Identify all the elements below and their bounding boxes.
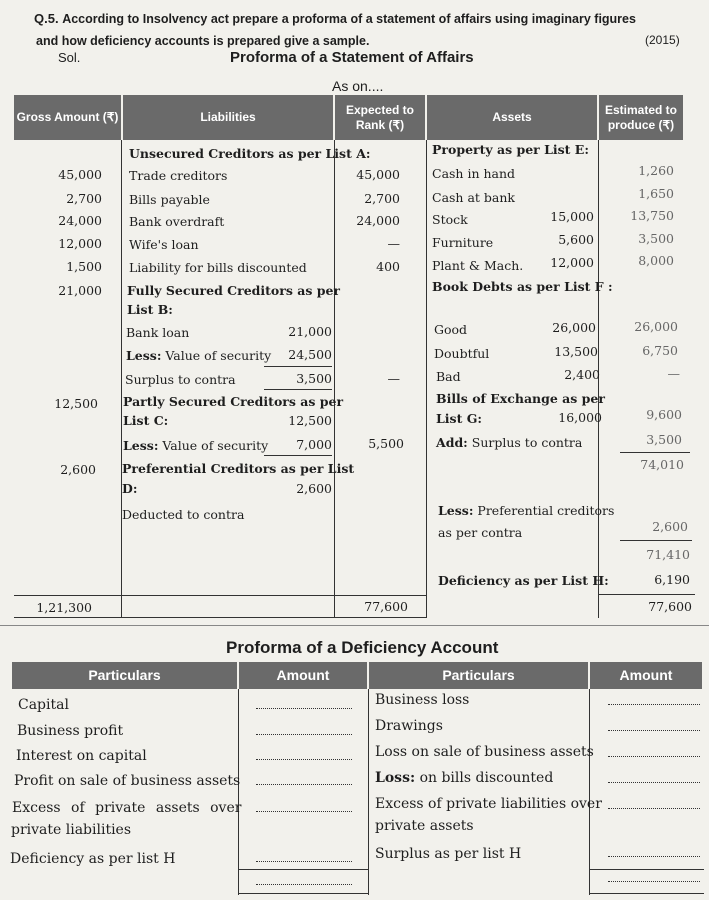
label-bank-overdraft: Bank overdraft: [129, 214, 225, 229]
rank-bills-payable: 2,700: [364, 191, 400, 206]
amount-surplus-contra: 3,500: [296, 371, 332, 386]
dr-amount-blank: [256, 811, 352, 812]
gross-fully-secured: 21,000: [58, 283, 102, 298]
amount-furniture: 5,600: [558, 232, 594, 247]
cr-item-private-assets: private assets: [375, 818, 474, 834]
rule: [368, 689, 369, 895]
gross-partly-secured: 12,500: [54, 396, 98, 411]
dr-item-capital: Capital: [18, 697, 69, 713]
dr-amount-blank: [256, 734, 352, 735]
rank-bank-overdraft: 24,000: [356, 213, 400, 228]
label-plant-machinery: Plant & Mach.: [432, 258, 524, 273]
dr-amount-blank: [256, 759, 352, 760]
cr-item-drawings: Drawings: [375, 718, 443, 734]
rule: [589, 893, 704, 894]
boe-heading-list: List G:: [436, 411, 482, 426]
label-surplus-contra: Surplus to contra: [125, 372, 236, 387]
affairs-as-on: As on....: [332, 78, 384, 94]
rank-wifes-loan: —: [387, 236, 400, 251]
rule: [238, 689, 239, 895]
label-less-preferential-contra: as per contra: [438, 525, 523, 540]
total-estimated: 77,600: [648, 599, 692, 614]
amount-plant-machinery: 12,000: [550, 255, 594, 270]
question-number: Q.5.: [34, 11, 59, 26]
dr-item-business-profit: Business profit: [17, 723, 124, 739]
book-debts-heading: Book Debts as per List F :: [432, 279, 613, 294]
gross-wifes-loan: 12,000: [58, 236, 102, 251]
rank-surplus-contra: —: [387, 371, 400, 386]
amount-less-security-c: 7,000: [296, 437, 332, 452]
rule: [598, 594, 695, 595]
cr-item-surplus-list-h: Surplus as per list H: [375, 846, 522, 862]
solution-label: Sol.: [58, 50, 81, 65]
less-prefix: Less:: [123, 438, 159, 453]
label-deducted-contra: Deducted to contra: [122, 507, 245, 522]
est-bad-debts: —: [667, 366, 680, 381]
est-deficiency: 6,190: [654, 572, 690, 587]
less-security-text: Value of security: [162, 438, 269, 453]
rule: [334, 140, 335, 618]
rule: [238, 893, 368, 894]
header-estimated: Estimated to produce (₹): [599, 95, 683, 140]
amount-partly-secured: 12,500: [288, 413, 332, 428]
total-gross: 1,21,300: [36, 600, 92, 615]
add-surplus-text: Surplus to contra: [471, 435, 583, 450]
amount-doubtful-debts: 13,500: [554, 344, 598, 359]
amount-bad-debts: 2,400: [564, 367, 600, 382]
fully-secured-heading-list: List B:: [127, 302, 173, 317]
label-deficiency-list-h: Deficiency as per List H:: [438, 573, 609, 588]
cr-item-loss-bills-discounted: [375, 770, 553, 786]
label-wifes-loan: Wife's loan: [129, 237, 199, 252]
label-trade-creditors: Trade creditors: [129, 168, 228, 183]
est-cash-at-bank: 1,650: [638, 186, 674, 201]
rule: [589, 689, 590, 895]
label-good-debts: Good: [434, 322, 468, 337]
unsecured-creditors-heading: Unsecured Creditors as per List A:: [129, 146, 371, 161]
label-bad-debts: Bad: [436, 369, 461, 384]
est-doubtful-debts: 6,750: [642, 343, 678, 358]
est-subtotal-1: 74,010: [640, 457, 684, 472]
rule: [620, 452, 690, 453]
dr-item-interest-capital: Interest on capital: [16, 748, 147, 764]
header-assets: Assets: [427, 95, 597, 140]
dr-item-profit-sale-assets: Profit on sale of business assets: [14, 773, 241, 789]
preferential-heading-list: D:: [122, 481, 138, 496]
dr-item-deficiency-list-h: Deficiency as per list H: [10, 851, 176, 867]
rule: [238, 869, 368, 870]
dr-total-blank: [256, 884, 352, 885]
rule: [264, 389, 332, 390]
question-text: According to Insolvency act prepare a proforma of a statement of affairs using imaginary figures: [62, 12, 636, 26]
question-year: (2015): [645, 33, 680, 47]
partly-secured-heading: Partly Secured Creditors as per: [123, 394, 344, 409]
partly-secured-heading-list: List C:: [123, 413, 169, 428]
question-line-1: [34, 11, 636, 26]
dr-amount-blank: [256, 708, 352, 709]
label-less-preferential: [438, 503, 614, 518]
gross-bills-discounted: 1,500: [66, 259, 102, 274]
label-less-security-b: [126, 348, 271, 363]
less-security-text: Value of security: [165, 348, 272, 363]
cr-amount-blank: [608, 730, 700, 731]
total-rank: 77,600: [364, 599, 408, 614]
deficiency-title: Proforma of a Deficiency Account: [226, 638, 499, 657]
est-plant-machinery: 8,000: [638, 253, 674, 268]
est-furniture: 3,500: [638, 231, 674, 246]
label-furniture: Furniture: [432, 235, 494, 250]
dr-item-excess-private-assets: Excess of private assets over: [12, 800, 242, 816]
amount-stock: 15,000: [550, 209, 594, 224]
est-cash-in-hand: 1,260: [638, 163, 674, 178]
label-doubtful-debts: Doubtful: [434, 346, 490, 361]
amount-bank-loan: 21,000: [288, 324, 332, 339]
rank-bills-discounted: 400: [376, 259, 400, 274]
affairs-title: Proforma of a Statement of Affairs: [230, 49, 474, 66]
label-add-surplus: [436, 435, 582, 450]
rule: [264, 455, 332, 456]
less-preferential-text: Preferential creditors: [477, 503, 615, 518]
label-bills-discounted: Liability for bills discounted: [129, 260, 307, 275]
est-good-debts: 26,000: [634, 319, 678, 334]
cr-total-blank: [608, 881, 700, 882]
cr-item-loss-sale-assets: Loss on sale of business assets: [375, 744, 594, 760]
amount-boe: 16,000: [558, 410, 602, 425]
dr-item-private-liabilities: private liabilities: [11, 822, 132, 838]
loss-prefix: Loss:: [375, 770, 416, 786]
gross-preferential: 2,600: [60, 462, 96, 477]
cr-amount-blank: [608, 856, 700, 857]
header-dr-amount: Amount: [239, 662, 367, 689]
question-line-2: and how deficiency accounts is prepared give a sample.: [36, 34, 370, 48]
label-stock: Stock: [432, 212, 468, 227]
rule: [0, 625, 709, 626]
gross-bills-payable: 2,700: [66, 191, 102, 206]
add-prefix: Add:: [436, 435, 468, 450]
dr-amount-blank: [256, 861, 352, 862]
amount-preferential: 2,600: [296, 481, 332, 496]
gross-trade-creditors: 45,000: [58, 167, 102, 182]
cr-amount-blank: [608, 808, 700, 809]
label-bills-payable: Bills payable: [129, 192, 210, 207]
header-cr-amount: Amount: [590, 662, 702, 689]
header-liabilities: Liabilities: [123, 95, 333, 140]
cr-item-excess-private-liabilities: Excess of private liabilities over: [375, 796, 602, 812]
dr-amount-blank: [256, 784, 352, 785]
header-gross-amount: Gross Amount (₹): [14, 95, 121, 140]
cr-amount-blank: [608, 782, 700, 783]
preferential-heading: Preferential Creditors as per List: [122, 461, 355, 476]
rule: [426, 140, 427, 618]
rule: [121, 140, 122, 618]
rule: [620, 540, 692, 541]
label-cash-at-bank: Cash at bank: [432, 190, 515, 205]
header-dr-particulars: Particulars: [12, 662, 237, 689]
est-boe: 9,600: [646, 407, 682, 422]
loss-bills-text: on bills discounted: [419, 770, 554, 786]
cr-item-business-loss: Business loss: [375, 692, 470, 708]
label-bank-loan: Bank loan: [126, 325, 190, 340]
est-add-surplus: 3,500: [646, 432, 682, 447]
label-cash-in-hand: Cash in hand: [432, 166, 516, 181]
amount-less-security-b: 24,500: [288, 347, 332, 362]
cr-amount-blank: [608, 756, 700, 757]
rank-partly-secured: 5,500: [368, 436, 404, 451]
est-stock: 13,750: [630, 208, 674, 223]
property-heading: Property as per List E:: [432, 142, 589, 157]
rank-trade-creditors: 45,000: [356, 167, 400, 182]
less-prefix: Less:: [126, 348, 162, 363]
rule: [589, 869, 704, 870]
boe-heading: Bills of Exchange as per: [436, 391, 605, 406]
label-less-security-c: [123, 438, 268, 453]
est-less-preferential: 2,600: [652, 519, 688, 534]
rule: [14, 595, 426, 596]
gross-bank-overdraft: 24,000: [58, 213, 102, 228]
est-subtotal-2: 71,410: [646, 547, 690, 562]
amount-good-debts: 26,000: [552, 320, 596, 335]
cr-amount-blank: [608, 704, 700, 705]
fully-secured-heading: Fully Secured Creditors as per: [127, 283, 340, 298]
header-cr-particulars: Particulars: [369, 662, 588, 689]
less-prefix: Less:: [438, 503, 474, 518]
rule: [264, 366, 332, 367]
rule: [14, 617, 426, 618]
header-expected-rank: Expected to Rank (₹): [335, 95, 425, 140]
